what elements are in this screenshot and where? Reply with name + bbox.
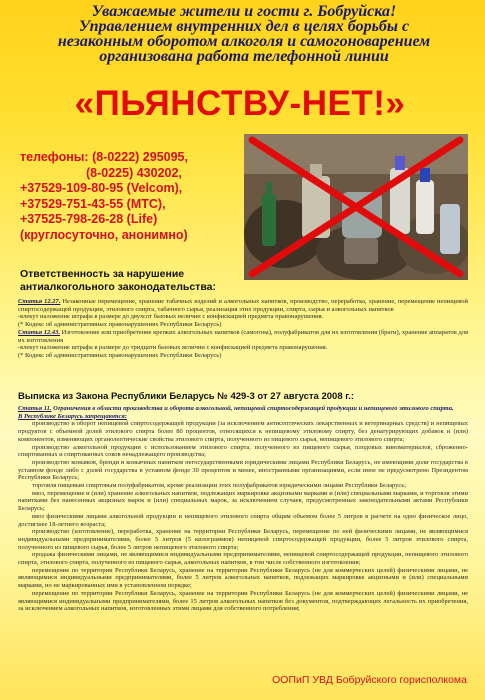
bottles-illustration: [244, 134, 468, 280]
law-paragraph: перемещение по территории Республики Беларусь, хранение на территории Республики Беларусь (не для коммерческих целей) физическими лицами, не являющимися индивидуальными предпринимателями, более 15 литров алкогольных напитков без документов, подтверждающих легальность их приобретения, за исключением алкогольных напитков, изготовленных этими лицами для собственного потребления;: [18, 589, 468, 613]
heading-line: организована работа телефонной линии: [99, 48, 389, 65]
heading-line: Уважаемые жители и гости г. Бобруйска!: [91, 3, 397, 20]
law-article: [18, 405, 468, 413]
article-body: Незаконные перемещение, хранение табачных изделий и алкогольных напитков, производство, переработка, хранение, перемещение непищевой спиртосодержащей продукции, этилового спирта, табачного сырья, реализация этих продукции, спирта, сырья и алкогольных напитков: [18, 298, 469, 313]
phone-line: +37525-798-26-28 (Life): [20, 212, 158, 227]
article-paragraph: [18, 344, 468, 352]
prohibited-heading: В Республике Беларусь запрещаются:: [18, 412, 127, 420]
slogan: «ПЬЯНСТВУ-НЕТ!»: [74, 84, 406, 123]
responsibility-heading: Ответственность за нарушение антиалкогольного законодательства:: [20, 268, 216, 293]
article-body: -влекут наложение штрафа в размере до двухсот базовых величин с конфискацией предмета правонарушения.: [18, 313, 324, 321]
poster-heading: [18, 4, 470, 64]
cross-out-alcohol-photo: [244, 134, 468, 280]
law-title: Выписка из Закона Республики Беларусь № 429-3 от 27 августа 2008 г.:: [18, 391, 355, 402]
article-paragraph: [18, 298, 468, 313]
law-article-title: Ограничения в области производства и оборота алкогольной, непищевой спиртосодержащей продукции и непищевого этилового спирта.: [51, 405, 454, 412]
phone-line: (круглосуточно, анонимно): [20, 227, 188, 242]
law-paragraph: производство коньяков, бренди и коньячных напитков негосударственными юридическими лицами Республики Беларусь, не имеющими доли государства в уставном фонде либо с долей государства в уставном фонде 30 процентов и менее, иностранными организациями, если иное не предусмотрено Президентом Республики Беларусь;: [18, 458, 468, 482]
law-paragraph: торговля пищевым спиртовым полуфабрикатом, кроме реализации этих полуфабрикатов юридическими лицами Республики Беларусь;: [32, 482, 407, 490]
law-paragraph: перемещение по территории Республики Беларусь, хранение на территории Республики Беларусь (не для коммерческих целей) физическими лицами, не являющимися индивидуальными предпринимателями, более 5 литров алкогольных напитков, подлежащих маркировке акцизными и (или) специальными марками, но не маркированных ими в установленном порядке;: [18, 566, 468, 590]
article-body: -влекут наложение штрафа в размере до тридцати базовых величин с конфискацией предмета правонарушения.: [18, 344, 328, 352]
article-body: (* Кодекс об административных правонарушениях Республики Беларусь): [18, 351, 222, 359]
law-paragraph: производство алкогольной продукции с использованием этилового спирта, полученного из пищевого сырья, плодовых виноматериалов, сброженно-спиртованных и спиртованных соков ненадлежащего производства;: [18, 443, 468, 459]
article-body: Изготовление или приобретение крепких алкогольных напитков (самогона), полуфабрикатов для их изготовления (браги), хранение аппаратов для их изготовления: [18, 328, 468, 344]
phone-line: телефоны: (8-0222) 295095,: [20, 150, 188, 164]
law-paragraph: продажа физическими лицами, не являющимися индивидуальными предпринимателями, непищевой спиртосодержащей продукции, непищевого этилового спирта, этилового спирта, полученного из пищевого сырья, алкогольных напитков, в том числе собственного изготовления;: [18, 551, 468, 567]
article-paragraph: [18, 352, 468, 360]
law-paragraph: ввоз физическими лицами алкогольной продукции и непищевого этилового спирта общим объемом более 5 литров в расчете на одно физическое лицо, достигшее 18-летнего возраста;: [18, 512, 468, 528]
responsibility-section: [18, 298, 468, 360]
law-paragraph: производство и оборот непищевой спиртосодержащей продукции (за исключением антисептических лекарственных и ветеринарных средств) и непищевых продуктов с объемной долей этилового спирта более 80 процентов, относящихся к непищевому этиловому спирту, без денатурирующих добавок и (или) компонентов, изменяющих органолептические свойства этилового спирта, полученного из пищевого сырья, непищевого этилового спирта;: [18, 420, 468, 443]
phone-line: +37529-109-80-95 (Velcom),: [20, 181, 183, 196]
phone-line: +37529-751-43-55 (МТС),: [20, 196, 166, 211]
article-paragraph: [18, 321, 468, 329]
article-header: Статья 12.27.: [18, 298, 61, 305]
article-body: (* Кодекс об административных правонарушениях Республики Беларусь): [18, 321, 222, 329]
law-paragraph: ввоз, перемещение и (или) хранение алкогольных напитков, подлежащих маркировке акцизными марками и (или) специальными марками, и торговля этими напитками без нанесенных акцизных марок и (или) специальных марок, за исключением случаев, предусмотренных законодательными актами Республики Беларусь;: [18, 489, 468, 513]
heading-line: незаконным оборотом алкоголя и самогоноварением: [57, 33, 431, 50]
law-paragraph: производство (изготовление), переработка, хранение на территории Республики Беларусь, перемещение по ней физическими лицами, не являющимися индивидуальными предпринимателями, более 5 литров (5 килограммов) непищевой спиртосодержащей продукции, более 5 литров этилового спирта, полученного из пищевого сырья, более 5 литров непищевого этилового спирта;: [18, 528, 468, 551]
article-paragraph: [18, 329, 468, 344]
contact-phones: [20, 150, 238, 244]
law-section: [18, 405, 468, 613]
footer-credit: ООПиП УВД Бобруйского горисполкома: [272, 674, 467, 686]
heading-line: Управлением внутренних дел в целях борьбы с: [78, 18, 410, 35]
article-paragraph: [18, 313, 468, 321]
law-prohibited: [18, 413, 468, 421]
article-header: Статья 12.43.: [18, 328, 61, 336]
law-article-header: Статья 11.: [18, 405, 52, 412]
phone-line: (8-0225) 430202,: [86, 165, 182, 180]
